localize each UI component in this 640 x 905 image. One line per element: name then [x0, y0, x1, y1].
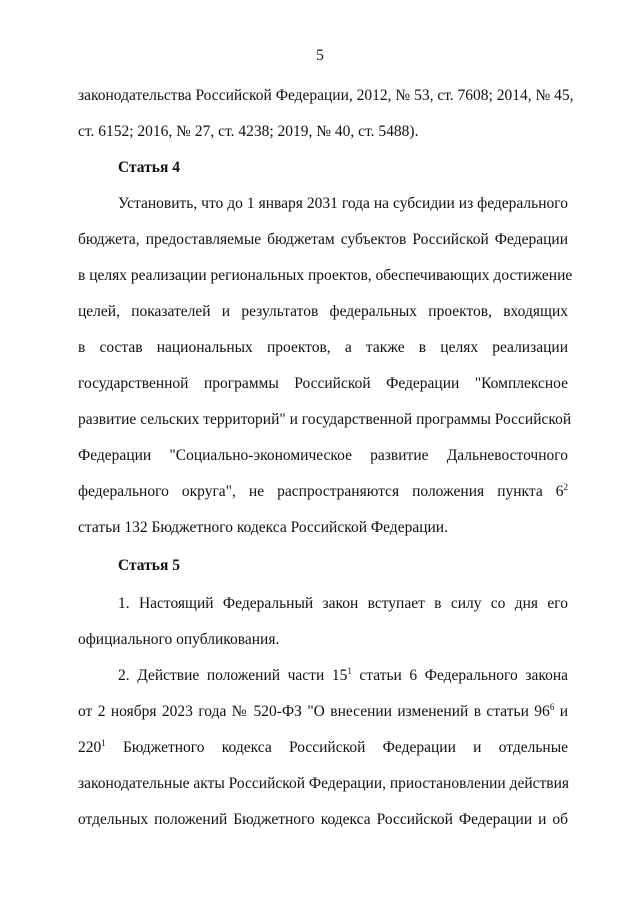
article-5-para-2-line-2 [78, 702, 568, 722]
article-4-line-8: Федерации "Социально-экономическое развитие Дальневосточного [78, 447, 568, 464]
article-4-line-2: бюджета, предоставляемые бюджетам субъектов Российской Федерации [78, 231, 568, 248]
superscript: 6 [549, 702, 555, 712]
line-text: статьи 6 Федерального закона [351, 667, 569, 684]
article-4-line-4: целей, показателей и результатов федеральных проектов, входящих [78, 303, 568, 320]
article-4-line-7: развитие сельских территорий" и государственной программы Российской [78, 411, 572, 428]
article-5-para-2-line-4: законодательные акты Российской Федерации, приостановлении действия [78, 775, 570, 792]
prev-article-tail-line-2: ст. 6152; 2016, № 27, ст. 4238; 2019, № 40, ст. 5488). [78, 123, 419, 140]
article-5-para-1-line-1: 1. Настоящий Федеральный закон вступает в силу со дня его [118, 595, 568, 612]
page-number: 5 [316, 47, 324, 64]
line-text: 220 [78, 739, 102, 756]
article-5-para-2-line-5: отдельных положений Бюджетного кодекса Российской Федерации и об [78, 811, 568, 828]
line-text: 2. Действие положений части 15 [118, 667, 348, 684]
article-4-line-3: в целях реализации региональных проектов, обеспечивающих достижение [78, 267, 573, 284]
prev-article-tail-line-1: законодательства Российской Федерации, 2012, № 53, ст. 7608; 2014, № 45, [78, 87, 574, 104]
line-text: от 2 ноября 2023 года № 520-ФЗ "О внесении изменений в статьи 96 [78, 703, 550, 720]
superscript: 1 [101, 738, 106, 748]
article-4-line-6: государственной программы Российской Федерации "Комплексное [78, 375, 568, 392]
article-4-line-10: статьи 132 Бюджетного кодекса Российской Федерации. [78, 519, 448, 536]
line-text: федерального округа", не распространяются положения пункта 6 [78, 483, 564, 500]
article-5-para-2-line-3 [78, 738, 568, 758]
article-4-line-9 [78, 482, 568, 502]
superscript: 1 [347, 666, 352, 676]
article-4-line-5: в состав национальных проектов, а также в целях реализации [78, 339, 568, 356]
line-text: Бюджетного кодекса Российской Федерации и отдельные [105, 739, 568, 756]
article-4-line-1: Установить, что до 1 января 2031 года на субсидии из федерального [118, 195, 568, 212]
line-text: и [554, 703, 569, 720]
article-5-para-1-line-2: официального опубликования. [78, 631, 280, 648]
superscript: 2 [563, 482, 568, 492]
article-5-para-2-line-1 [118, 666, 568, 686]
article-5-heading: Статья 5 [118, 557, 180, 574]
article-4-heading: Статья 4 [118, 159, 180, 176]
